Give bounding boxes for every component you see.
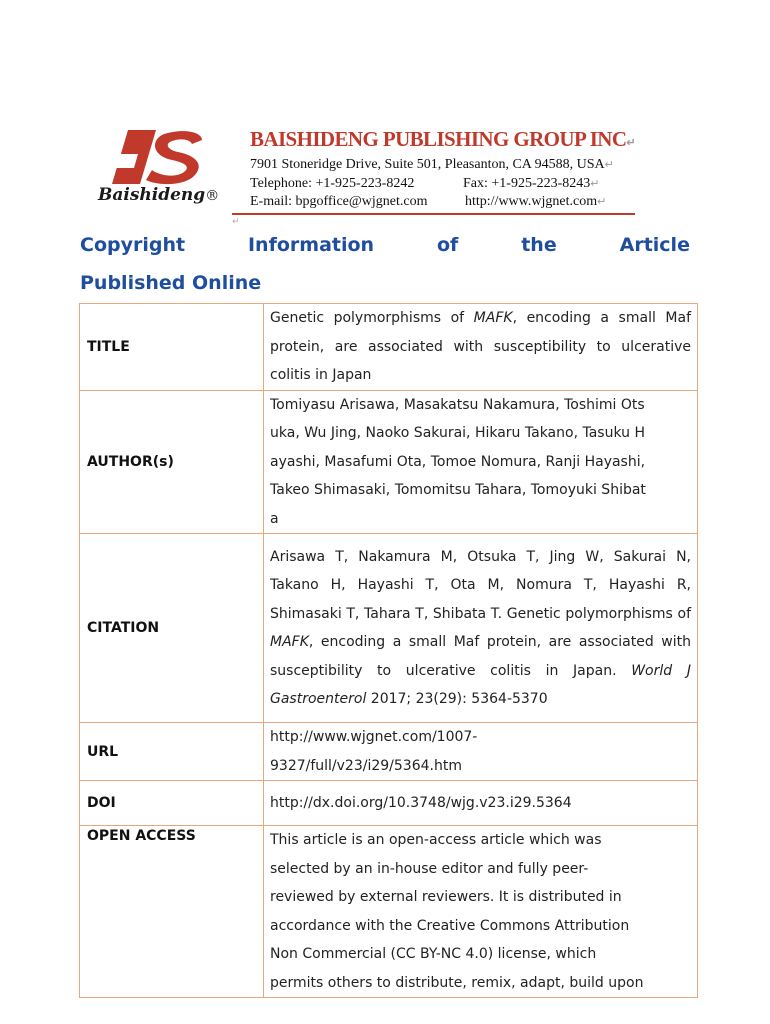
citation-value: Arisawa T, Nakamura M, Otsuka T, Jing W, Sakurai N, Takano H, Hayashi T, Ota M, Nomura T, Hayashi R, Shimasaki T, Tahara T, Shibata T. Genetic polymorphisms of MAFK, encoding a small Maf protein, are associated with susceptibility to ulcerative colitis in Japan. World J Gastroenterol 2017; 23(29): 5364-5370 <box>264 534 698 723</box>
license-line: permits others to distribute, remix, adapt, build upon <box>270 974 644 991</box>
logo-word: Baishideng <box>98 185 206 205</box>
title-word: Copyright <box>80 234 186 256</box>
publisher-telephone: Telephone: +1-925-223-8242 <box>250 176 415 191</box>
gene-name: MAFK <box>473 310 513 326</box>
license-line: selected by an in-house editor and fully peer- <box>270 860 589 877</box>
authors-label: AUTHOR(s) <box>80 390 264 534</box>
logo-wordmark <box>98 185 219 205</box>
license-line: Non Commercial (CC BY-NC 4.0) license, which <box>270 946 597 962</box>
publisher-email[interactable]: E-mail: bpgoffice@wjgnet.com <box>250 194 428 209</box>
registered-mark: ® <box>205 188 220 204</box>
table-row-url <box>80 723 698 781</box>
doi-label: DOI <box>80 781 264 826</box>
author-line: uka, Wu Jing, Naoko Sakurai, Hikaru Takano, Tasuku H <box>270 425 645 441</box>
title-word: Article <box>619 234 690 256</box>
table-row-authors <box>80 390 698 534</box>
table-row-title <box>80 304 698 391</box>
table-row-doi <box>80 781 698 826</box>
open-access-value <box>264 826 698 998</box>
url-line[interactable]: 9327/full/v23/i29/5364.htm <box>270 757 462 774</box>
author-line: ayashi, Masafumi Ota, Tomoe Nomura, Ranji Hayashi, <box>270 453 646 470</box>
publisher-website[interactable]: http://www.wjgnet.com↵ <box>465 194 607 209</box>
publisher-fax: Fax: +1-925-223-8243↵ <box>463 176 600 191</box>
url-value[interactable] <box>264 723 698 781</box>
authors-value <box>264 390 698 534</box>
page-title-line2: Published Online <box>80 272 262 294</box>
paragraph-mark: ↵ <box>232 217 240 227</box>
gene-name: MAFK <box>270 634 309 650</box>
author-line: Tomiyasu Arisawa, Masakatsu Nakamura, Toshimi Ots <box>270 396 645 413</box>
author-line: a <box>270 510 279 527</box>
url-label: URL <box>80 723 264 781</box>
title-label: TITLE <box>80 304 264 391</box>
table-row-open-access <box>80 826 698 998</box>
license-line: This article is an open-access article which was <box>270 832 602 848</box>
baishideng-logo-icon <box>98 126 230 188</box>
page-title-line1 <box>80 234 690 256</box>
title-word: the <box>521 234 557 256</box>
license-line: reviewed by external reviewers. It is distributed in <box>270 889 622 905</box>
title-value: Genetic polymorphisms of MAFK, encoding a small Maf protein, are associated with susceptibility to ulcerative colitis in Japan <box>264 304 698 391</box>
title-word: of <box>436 234 459 256</box>
publisher-address: 7901 Stoneridge Drive, Suite 501, Pleasanton, CA 94588, USA↵ <box>250 157 614 172</box>
open-access-label: OPEN ACCESS <box>80 826 264 998</box>
url-line[interactable]: http://www.wjgnet.com/1007- <box>270 729 478 745</box>
publisher-name: BAISHIDENG PUBLISHING GROUP INC↵ <box>250 127 636 151</box>
table-row-citation <box>80 534 698 723</box>
citation-label: CITATION <box>80 534 264 723</box>
doi-link[interactable]: http://dx.doi.org/10.3748/wjg.v23.i29.5364 <box>264 781 698 826</box>
article-info-table <box>79 303 698 998</box>
author-line: Takeo Shimasaki, Tomomitsu Tahara, Tomoyuki Shibat <box>270 482 646 498</box>
title-word: Information <box>247 234 375 256</box>
journal-name: World J Gastroenterol <box>270 662 691 707</box>
license-line: accordance with the Creative Commons Attribution <box>270 917 630 934</box>
header-divider <box>232 213 635 215</box>
